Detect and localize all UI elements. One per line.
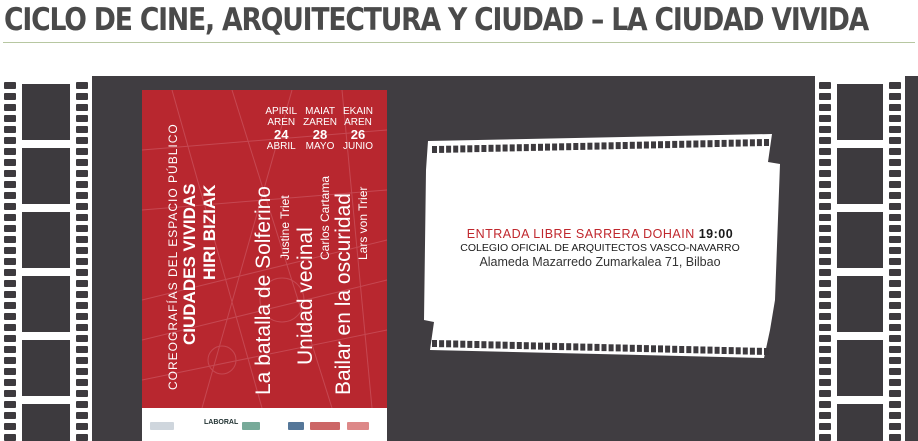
reel-sprocket-hole bbox=[510, 144, 515, 151]
reel-sprocket-hole bbox=[764, 348, 769, 355]
reel-sprocket-hole bbox=[665, 141, 670, 148]
reel-sprocket-hole bbox=[573, 343, 578, 350]
reel-sprocket-hole bbox=[503, 145, 508, 152]
reel-sprocket-hole bbox=[722, 140, 727, 147]
reel-sprocket-hole bbox=[644, 345, 649, 352]
event-time: 19:00 bbox=[698, 227, 734, 241]
reel-sprocket-hole bbox=[481, 341, 486, 348]
reel-sprocket-hole bbox=[630, 142, 635, 149]
reel-sprocket-hole bbox=[715, 140, 720, 147]
reel-sprocket-hole bbox=[609, 344, 614, 351]
reel-sprocket-hole bbox=[637, 142, 642, 149]
reel-sprocket-hole bbox=[693, 346, 698, 353]
reel-sprocket-hole bbox=[686, 141, 691, 148]
poster-heading-main: CIUDADES VIVIDAS bbox=[180, 183, 199, 345]
reel-sprocket-hole bbox=[481, 145, 486, 152]
reel-sprocket-hole bbox=[700, 140, 705, 147]
reel-sprocket-hole bbox=[474, 145, 479, 152]
reel-sprocket-hole bbox=[432, 340, 437, 347]
reel-sprocket-hole bbox=[559, 143, 564, 150]
reel-sprocket-hole bbox=[679, 141, 684, 148]
reel-sprocket-hole bbox=[496, 145, 501, 152]
reel-sprocket-hole bbox=[538, 144, 543, 151]
film-director-1: Justine Triet bbox=[278, 195, 292, 260]
reel-sprocket-hole bbox=[679, 346, 684, 353]
reel-sprocket-hole bbox=[715, 347, 720, 354]
reel-sprocket-hole bbox=[665, 346, 670, 353]
date-2: MAIAT ZAREN 28 MAYO bbox=[303, 106, 337, 152]
reel-sprocket-hole bbox=[651, 345, 656, 352]
reel-sprocket-hole bbox=[531, 342, 536, 349]
reel-sprocket-hole bbox=[552, 343, 557, 350]
reel-sprocket-hole bbox=[658, 345, 663, 352]
reel-sprocket-hole bbox=[609, 142, 614, 149]
event-info-card bbox=[440, 168, 760, 320]
reel-sprocket-hole bbox=[446, 340, 451, 347]
reel-sprocket-hole bbox=[757, 139, 762, 146]
reel-sprocket-hole bbox=[587, 143, 592, 150]
reel-sprocket-hole bbox=[708, 347, 713, 354]
reel-sprocket-hole bbox=[595, 344, 600, 351]
reel-sprocket-hole bbox=[510, 342, 515, 349]
reel-sprocket-hole bbox=[736, 140, 741, 147]
venue-address: Alameda Mazarredo Zumarkalea 71, Bilbao bbox=[479, 255, 721, 269]
reel-sprocket-hole bbox=[729, 347, 734, 354]
reel-sprocket-hole bbox=[736, 347, 741, 354]
reel-sprocket-hole bbox=[651, 141, 656, 148]
reel-sprocket-hole bbox=[460, 341, 465, 348]
reel-sprocket-hole bbox=[623, 345, 628, 352]
reel-sprocket-hole bbox=[566, 343, 571, 350]
reel-sprocket-hole bbox=[686, 346, 691, 353]
reel-sprocket-hole bbox=[545, 144, 550, 151]
reel-sprocket-hole bbox=[693, 141, 698, 148]
reel-sprocket-hole bbox=[587, 344, 592, 351]
film-title-1: La batalla de Solferino bbox=[252, 186, 275, 395]
organizer-name: COLEGIO OFICIAL DE ARQUITECTOS VASCO-NAVARRO bbox=[460, 242, 740, 254]
reel-sprocket-hole bbox=[722, 347, 727, 354]
reel-sprocket-hole bbox=[545, 343, 550, 350]
reel-sprocket-hole bbox=[453, 341, 458, 348]
reel-sprocket-hole bbox=[566, 143, 571, 150]
reel-sprocket-hole bbox=[602, 344, 607, 351]
reel-sprocket-hole bbox=[672, 141, 677, 148]
reel-sprocket-hole bbox=[467, 145, 472, 152]
reel-sprocket-hole bbox=[559, 343, 564, 350]
reel-sprocket-hole bbox=[630, 345, 635, 352]
reel-sprocket-hole bbox=[750, 348, 755, 355]
reel-sprocket-hole bbox=[602, 142, 607, 149]
laboral-logo: LABORAL bbox=[204, 419, 239, 426]
reel-sprocket-hole bbox=[496, 342, 501, 349]
reel-sprocket-hole bbox=[743, 139, 748, 146]
reel-sprocket-hole bbox=[446, 146, 451, 153]
reel-sprocket-hole bbox=[467, 341, 472, 348]
reel-sprocket-hole bbox=[637, 345, 642, 352]
date-3: EKAIN AREN 26 JUNIO bbox=[342, 106, 373, 152]
reel-sprocket-hole bbox=[489, 341, 494, 348]
reel-sprocket-hole bbox=[700, 347, 705, 354]
reel-sprocket-hole bbox=[595, 143, 600, 150]
reel-sprocket-hole bbox=[623, 142, 628, 149]
reel-sprocket-hole bbox=[644, 142, 649, 149]
film-director-2: Carlos Cartama bbox=[318, 175, 332, 260]
reel-sprocket-hole bbox=[503, 342, 508, 349]
reel-sprocket-hole bbox=[474, 341, 479, 348]
reel-sprocket-hole bbox=[672, 346, 677, 353]
reel-sprocket-hole bbox=[616, 344, 621, 351]
entry-text: ENTRADA LIBRE SARRERA DOHAIN bbox=[466, 227, 695, 241]
reel-sprocket-hole bbox=[432, 146, 437, 153]
reel-sprocket-hole bbox=[460, 145, 465, 152]
reel-sprocket-hole bbox=[573, 143, 578, 150]
film-director-3: Lars von Trier bbox=[356, 186, 370, 260]
poster-heading-sub: HIRI BIZIAK bbox=[200, 184, 219, 280]
reel-sprocket-hole bbox=[757, 348, 762, 355]
reel-sprocket-hole bbox=[439, 146, 444, 153]
reel-sprocket-hole bbox=[750, 139, 755, 146]
reel-sprocket-hole bbox=[743, 348, 748, 355]
reel-sprocket-hole bbox=[517, 144, 522, 151]
reel-sprocket-hole bbox=[580, 143, 585, 150]
reel-sprocket-hole bbox=[531, 144, 536, 151]
film-title-2: Unidad vecinal bbox=[294, 227, 317, 365]
reel-sprocket-hole bbox=[517, 342, 522, 349]
reel-sprocket-hole bbox=[489, 145, 494, 152]
reel-sprocket-hole bbox=[524, 342, 529, 349]
reel-sprocket-hole bbox=[764, 139, 769, 146]
date-1: APIRIL AREN 24 ABRIL bbox=[265, 106, 298, 152]
reel-sprocket-hole bbox=[453, 146, 458, 153]
reel-sprocket-hole bbox=[580, 344, 585, 351]
poster-heading-top: COREOGRAFÍAS DEL ESPACIO PÚBLICO bbox=[166, 123, 180, 390]
reel-sprocket-hole bbox=[552, 144, 557, 151]
reel-sprocket-hole bbox=[538, 343, 543, 350]
reel-sprocket-hole bbox=[616, 142, 621, 149]
reel-sprocket-hole bbox=[524, 144, 529, 151]
reel-sprocket-hole bbox=[439, 340, 444, 347]
entry-line bbox=[440, 227, 760, 241]
reel-sprocket-hole bbox=[658, 141, 663, 148]
film-title-3: Bailar en la oscuridad bbox=[332, 193, 355, 395]
reel-sprocket-hole bbox=[729, 140, 734, 147]
reel-sprocket-hole bbox=[708, 140, 713, 147]
page-title: CICLO DE CINE, ARQUITECTURA Y CIUDAD – LA CIUDAD VIVIDA bbox=[4, 2, 869, 38]
